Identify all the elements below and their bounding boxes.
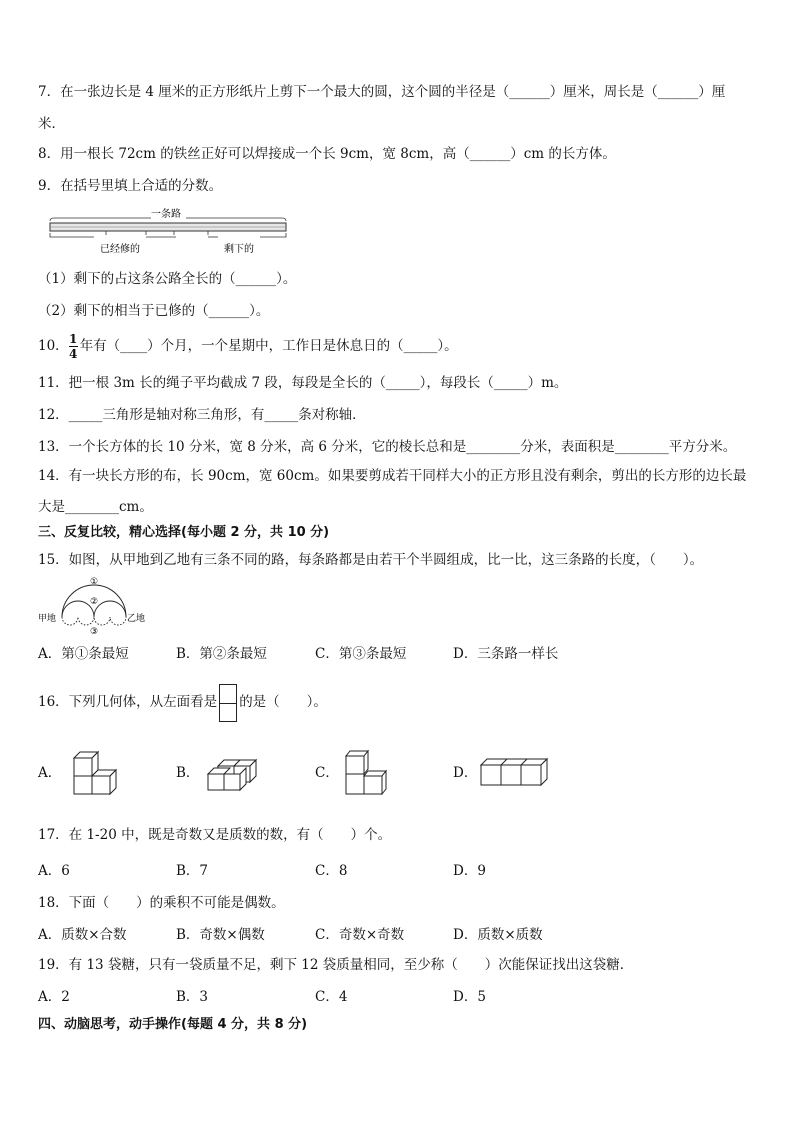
q18-option-a[interactable]: A．质数×合数	[38, 927, 127, 943]
section-3-heading: 三、反复比较，精心选择(每小题 2 分，共 10 分)	[38, 525, 330, 540]
start-label: 甲地	[38, 614, 57, 624]
q17-option-c[interactable]: C．8	[315, 863, 348, 879]
q19-option-d[interactable]: D．5	[453, 989, 486, 1005]
q11: 11．把一根 3m 长的绳子平均截成 7 段，每段是全长的（_____），每段长（_____）m。	[38, 375, 568, 391]
q15-option-a[interactable]: A．第①条最短	[38, 646, 129, 662]
q14-line1: 14．有一块长方形的布，长 90cm，宽 60cm。如果要剪成若干同样大小的正方形且没有剩余，剪出的长方形的边长最	[38, 468, 747, 484]
q16-option-b[interactable]: B．	[176, 765, 200, 781]
q18: 18．下面（ ）的乘积不可能是偶数。	[38, 895, 285, 911]
q17-option-a[interactable]: A．6	[38, 863, 70, 879]
q14-line2: 大是________cm。	[38, 499, 153, 515]
q16-text-post: 的是（ ）。	[239, 694, 327, 710]
q19-option-c[interactable]: C．4	[315, 989, 348, 1005]
q16-figure-a	[66, 746, 124, 802]
road-label-top: 一条路	[151, 209, 181, 220]
q16	[38, 682, 327, 722]
road-diagram	[46, 204, 290, 256]
q16-option-d[interactable]: D．	[453, 765, 478, 781]
q17-option-b[interactable]: B．7	[176, 863, 209, 879]
left-view-shape	[219, 684, 237, 722]
q13: 13．一个长方体的长 10 分米，宽 8 分米，高 6 分米，它的棱长总和是________分米，表面积是________平方分米。	[38, 439, 737, 455]
q10-text: 年有（____）个月，一个星期中，工作日是休息日的（_____）。	[79, 338, 458, 354]
q19-option-a[interactable]: A．2	[38, 989, 70, 1005]
road-label-left: 剩下的	[224, 244, 254, 255]
section-4-heading: 四、动脑思考，动手操作(每题 4 分，共 8 分)	[38, 1017, 308, 1032]
q16-figure-d	[477, 756, 549, 790]
road-label-done: 已经修的	[100, 244, 140, 255]
q17: 17．在 1-20 中，既是奇数又是质数的数，有（ ）个。	[38, 827, 392, 843]
label-1: ①	[89, 577, 99, 587]
q9: 9．在括号里填上合适的分数。	[38, 178, 223, 194]
path-3-arcs	[62, 617, 126, 625]
q9-1: （1）剩下的占这条公路全长的（______）。	[38, 271, 297, 287]
q15: 15．如图，从甲地到乙地有三条不同的路，每条路都是由若干个半圆组成，比一比，这三条路的长度，（ ）。	[38, 552, 704, 568]
q15-option-c[interactable]: C．第③条最短	[315, 646, 407, 662]
q10-fraction: $\frac{1}{4}$	[69, 332, 78, 361]
q16-figure-b	[204, 752, 260, 796]
q17-option-d[interactable]: D．9	[453, 863, 486, 879]
q7-line2: 米．	[38, 116, 65, 132]
q12: 12．_____三角形是轴对称三角形，有_____条对称轴．	[38, 407, 366, 423]
q19-option-b[interactable]: B．3	[176, 989, 209, 1005]
q16-option-a[interactable]: A．	[38, 765, 62, 781]
label-2: ②	[89, 597, 99, 607]
q16-text-pre: 16．下列几何体，从左面看是	[38, 694, 218, 710]
q15-option-d[interactable]: D．三条路一样长	[453, 646, 559, 662]
q10-number: 10．	[38, 338, 69, 354]
label-3: ③	[89, 627, 99, 636]
q18-option-d[interactable]: D．质数×质数	[453, 927, 543, 943]
q10	[38, 329, 458, 363]
q7-line1: 7．在一张边长是 4 厘米的正方形纸片上剪下一个最大的圆，这个圆的半径是（______）厘米，周长是（______）厘	[38, 84, 726, 100]
q8: 8．用一根长 72cm 的铁丝正好可以焊接成一个长 9cm，宽 8cm，高（______）cm 的长方体。	[38, 146, 616, 162]
q9-2: （2）剩下的相当于已修的（______）。	[38, 303, 270, 319]
q19: 19．有 13 袋糖，只有一袋质量不足，剩下 12 袋质量相同，至少称（ ）次能保证找出这袋糖．	[38, 957, 634, 973]
end-label: 乙地	[127, 614, 146, 624]
semicircle-paths-diagram	[36, 574, 148, 636]
q18-option-c[interactable]: C．奇数×奇数	[315, 927, 405, 943]
q16-option-c[interactable]: C．	[315, 765, 339, 781]
q18-option-b[interactable]: B．奇数×偶数	[176, 927, 265, 943]
q15-option-b[interactable]: B．第②条最短	[176, 646, 267, 662]
q16-figure-c	[340, 746, 392, 802]
